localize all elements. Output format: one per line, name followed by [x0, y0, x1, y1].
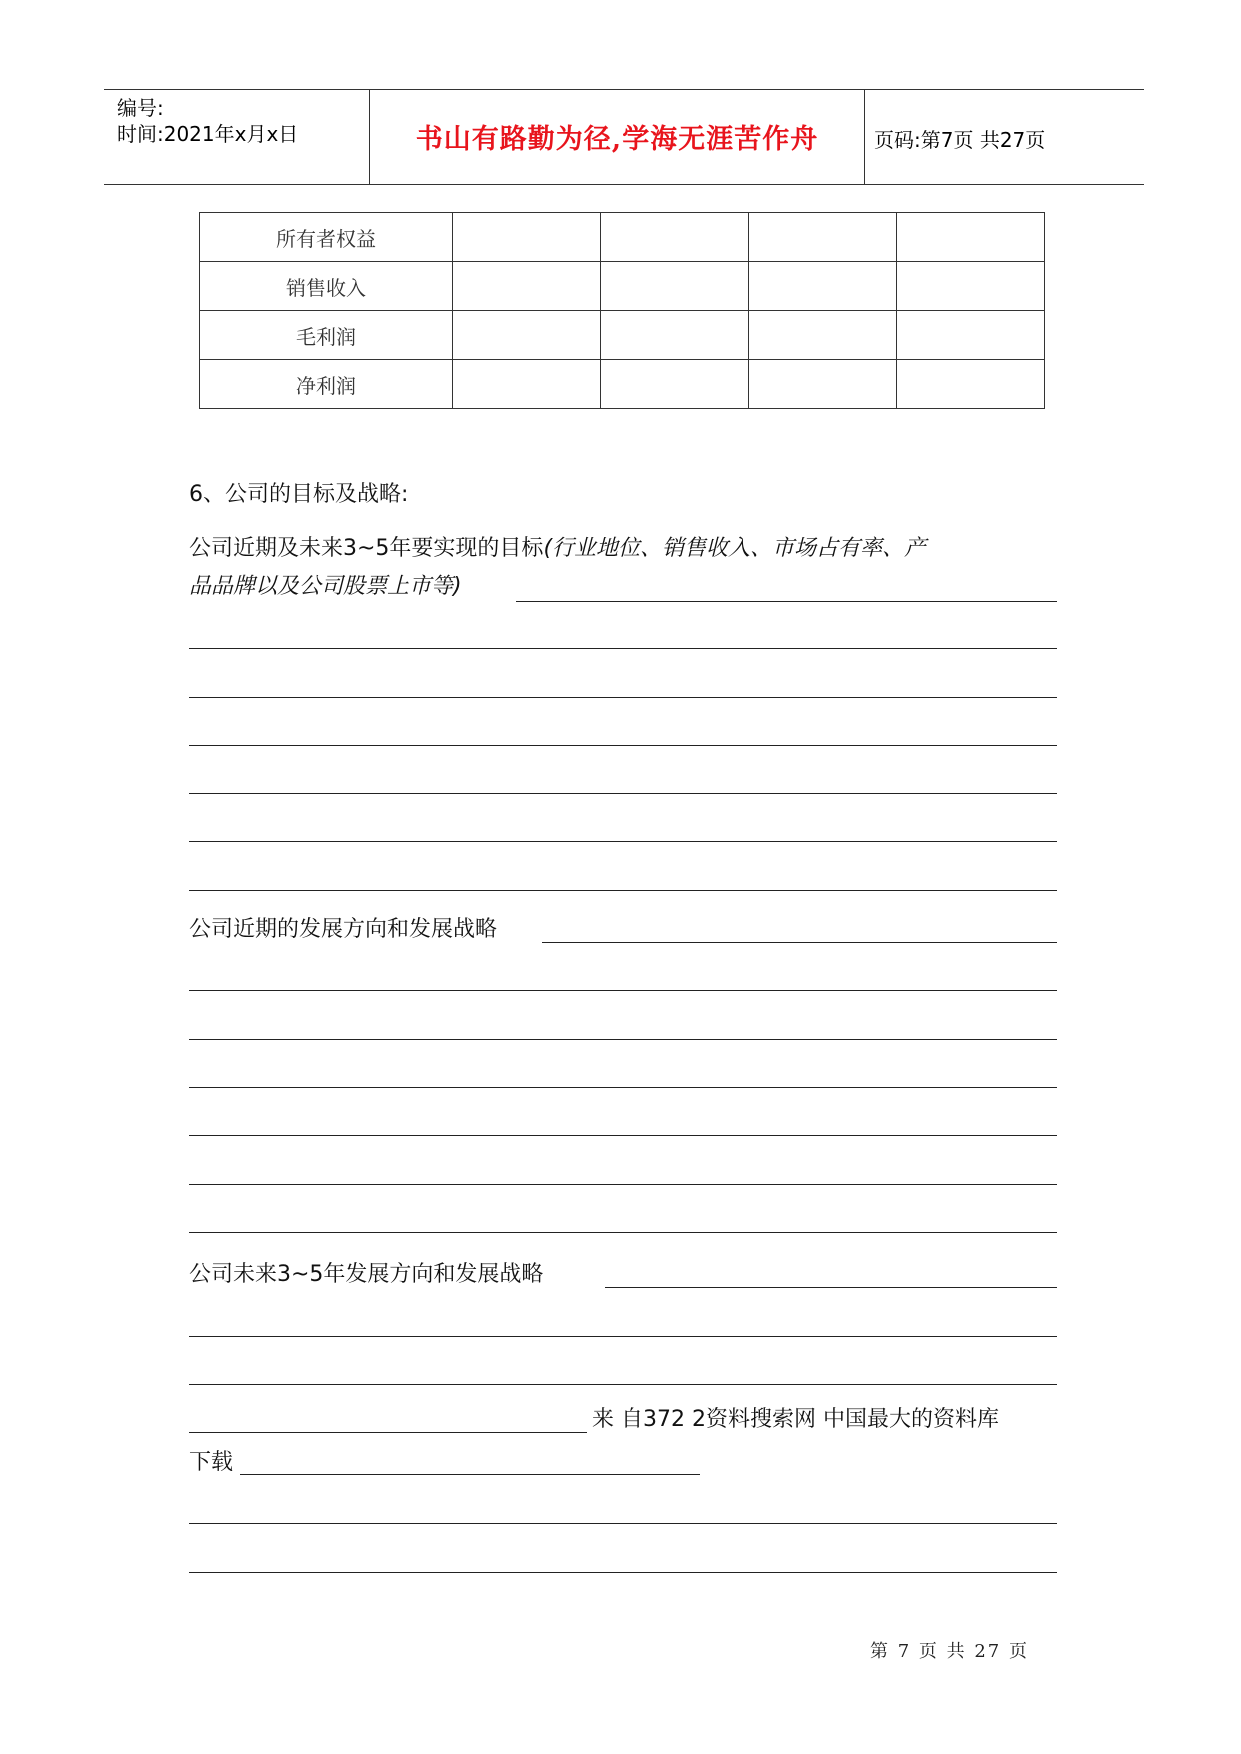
answer-line[interactable] — [189, 793, 1057, 794]
answer-line[interactable] — [189, 697, 1057, 698]
answer-line[interactable] — [240, 1474, 700, 1475]
document-number-label: 编号: — [117, 96, 164, 120]
financial-table — [199, 212, 1045, 409]
goal-question-prefix: 公司近期及未来3~5年要实现的目标 — [189, 536, 544, 561]
answer-line[interactable] — [189, 1336, 1057, 1337]
answer-line[interactable] — [189, 745, 1057, 746]
source-note: 来 自372 2资料搜索网 中国最大的资料库 — [592, 1407, 999, 1432]
table-cell — [897, 360, 1045, 409]
long-term-strategy-prompt: 公司未来3~5年发展方向和发展战略 — [189, 1262, 544, 1287]
download-label: 下载 — [189, 1450, 234, 1475]
header-motto-cell — [370, 90, 865, 184]
goal-question-hint-line2: 品品牌以及公司股票上市等) — [189, 574, 462, 599]
table-cell — [749, 311, 897, 360]
answer-line[interactable] — [189, 1523, 1057, 1524]
table-row — [200, 311, 1045, 360]
answer-line[interactable] — [189, 1232, 1057, 1233]
row-label: 所有者权益 — [200, 213, 453, 262]
answer-line[interactable] — [189, 1087, 1057, 1088]
table-cell — [897, 262, 1045, 311]
goal-question-line1 — [189, 533, 926, 565]
page-header — [104, 89, 1144, 185]
answer-line[interactable] — [189, 990, 1057, 991]
table-cell — [453, 262, 601, 311]
document-time-label: 时间:2021年x月x日 — [117, 122, 299, 146]
table-row — [200, 360, 1045, 409]
table-cell — [453, 311, 601, 360]
answer-line[interactable] — [189, 1135, 1057, 1136]
table-cell — [749, 360, 897, 409]
near-term-strategy-prompt: 公司近期的发展方向和发展战略 — [189, 917, 498, 942]
footer-page-number: 第 7 页 共 27 页 — [870, 1641, 1029, 1662]
answer-line[interactable] — [189, 648, 1057, 649]
table-row — [200, 262, 1045, 311]
table-cell — [897, 311, 1045, 360]
answer-line[interactable] — [189, 841, 1057, 842]
table-cell — [749, 213, 897, 262]
long-term-answer-line[interactable] — [605, 1287, 1057, 1288]
answer-line[interactable] — [189, 1184, 1057, 1185]
row-label: 净利润 — [200, 360, 453, 409]
header-meta — [104, 90, 370, 184]
answer-line[interactable] — [189, 1572, 1057, 1573]
row-label: 销售收入 — [200, 262, 453, 311]
answer-line[interactable] — [189, 1384, 1057, 1385]
goal-answer-line[interactable] — [516, 601, 1057, 602]
row-label: 毛利润 — [200, 311, 453, 360]
table-cell — [601, 213, 749, 262]
motto-text: 书山有路勤为径,学海无涯苦作舟 — [415, 124, 819, 155]
answer-line[interactable] — [189, 890, 1057, 891]
section-heading: 6、公司的目标及战略: — [189, 482, 409, 507]
table-cell — [453, 360, 601, 409]
header-page-number: 页码:第7页 共27页 — [874, 128, 1046, 152]
table-cell — [601, 360, 749, 409]
goal-question-hint: (行业地位、销售收入、市场占有率、产 — [543, 536, 927, 561]
table-cell — [601, 262, 749, 311]
answer-line[interactable] — [189, 1039, 1057, 1040]
table-cell — [601, 311, 749, 360]
table-cell — [749, 262, 897, 311]
answer-line[interactable] — [189, 1432, 587, 1433]
table-row — [200, 213, 1045, 262]
table-cell — [453, 213, 601, 262]
table-cell — [897, 213, 1045, 262]
near-term-answer-line[interactable] — [542, 942, 1057, 943]
